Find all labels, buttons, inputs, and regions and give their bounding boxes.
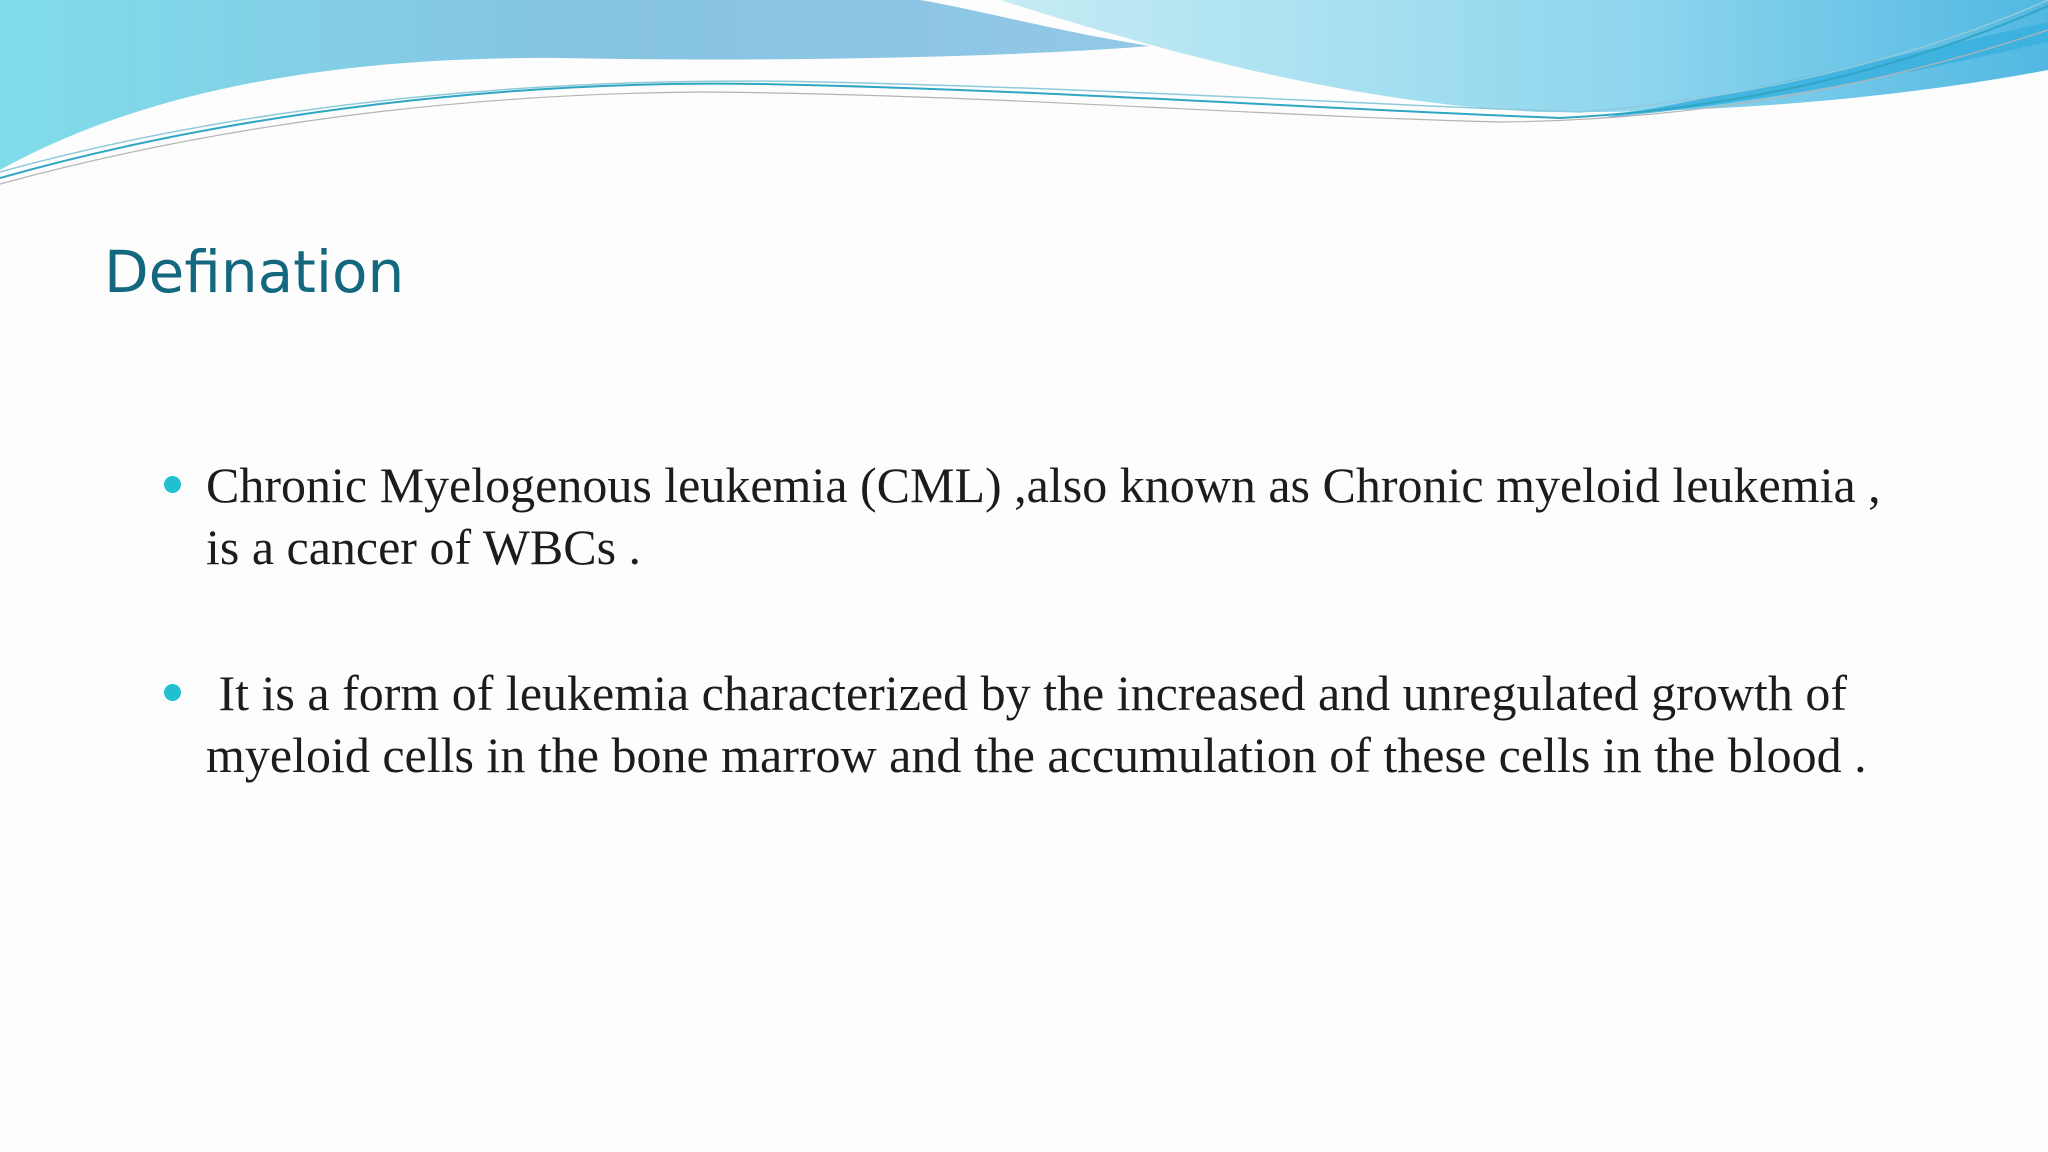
- bullet-dot-icon: [164, 476, 181, 493]
- bullet-text: Chronic Myelogenous leukemia (CML) ,also known as Chronic myeloid leukemia , is a cancer of WBCs .: [206, 457, 1894, 575]
- bullet-item: [160, 454, 1900, 578]
- bullet-dot-icon: [164, 684, 181, 701]
- bullet-text: It is a form of leukemia characterized by the increased and unregulated growth of myeloid cells in the bone marrow and the accumulation of these cells in the blood .: [206, 665, 1867, 783]
- decorative-wave-header: [0, 0, 2048, 200]
- bullet-item: [160, 662, 1900, 786]
- slide-title: Defination: [104, 238, 405, 306]
- bullet-list: [160, 454, 1900, 786]
